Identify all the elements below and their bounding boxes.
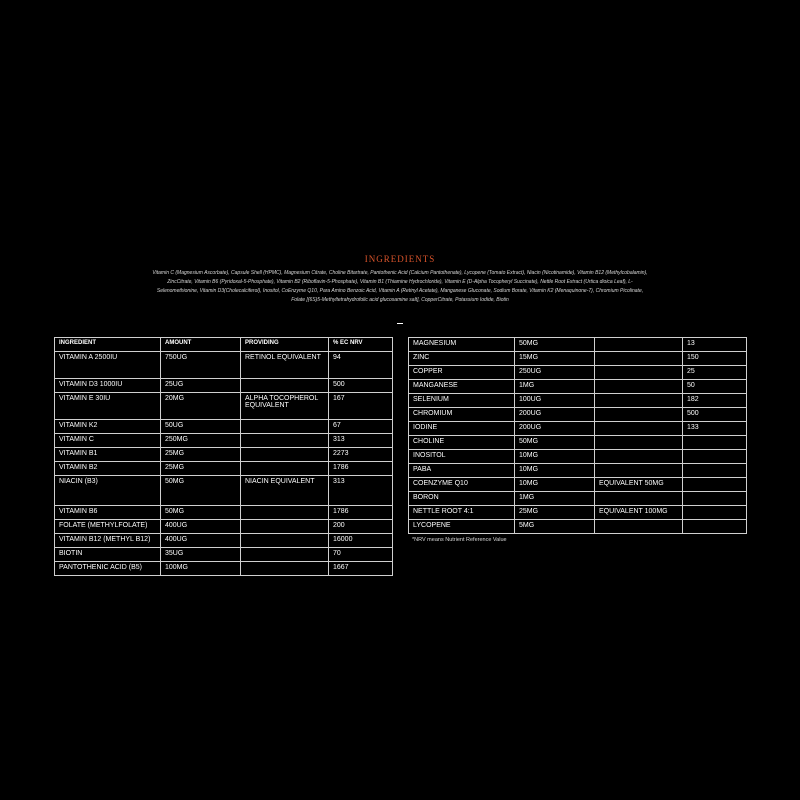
cell-providing — [595, 464, 683, 478]
table-row — [55, 534, 393, 548]
cell-providing — [241, 534, 329, 548]
table-row — [55, 352, 393, 379]
nutrition-table-right — [408, 337, 747, 534]
table-row — [409, 338, 747, 352]
cell-amount: 5MG — [515, 520, 595, 534]
cell-providing — [241, 548, 329, 562]
cell-amount: 25MG — [161, 448, 241, 462]
cell-amount: 250MG — [161, 434, 241, 448]
cell-amount: 50MG — [515, 338, 595, 352]
cell-nrv: 25 — [683, 366, 747, 380]
cell-ingredient: BIOTIN — [55, 548, 161, 562]
table-row — [409, 520, 747, 534]
cell-providing — [241, 379, 329, 393]
cell-ingredient: VITAMIN C — [55, 434, 161, 448]
cell-nrv: 1667 — [329, 562, 393, 576]
cell-providing — [241, 420, 329, 434]
cell-providing — [241, 520, 329, 534]
cell-ingredient: IODINE — [409, 422, 515, 436]
cell-nrv: 133 — [683, 422, 747, 436]
cell-nrv: 1786 — [329, 506, 393, 520]
header-nrv: % EC NRV — [329, 338, 393, 352]
cell-nrv: 313 — [329, 476, 393, 506]
cell-ingredient: NETTLE ROOT 4:1 — [409, 506, 515, 520]
cell-ingredient: VITAMIN B2 — [55, 462, 161, 476]
cell-nrv: 94 — [329, 352, 393, 379]
table-row — [55, 420, 393, 434]
cell-ingredient: FOLATE (METHYLFOLATE) — [55, 520, 161, 534]
cell-amount: 50UG — [161, 420, 241, 434]
table-row — [55, 462, 393, 476]
cell-nrv: 167 — [329, 393, 393, 420]
cell-amount: 400UG — [161, 534, 241, 548]
cell-amount: 100UG — [515, 394, 595, 408]
cell-nrv — [683, 520, 747, 534]
cell-amount: 250UG — [515, 366, 595, 380]
cell-ingredient: CHOLINE — [409, 436, 515, 450]
cell-nrv — [683, 492, 747, 506]
cell-ingredient: VITAMIN A 2500IU — [55, 352, 161, 379]
table-row — [409, 380, 747, 394]
cell-providing — [595, 408, 683, 422]
table-row — [409, 478, 747, 492]
table-row — [409, 464, 747, 478]
cell-nrv — [683, 506, 747, 520]
cell-amount: 50MG — [161, 476, 241, 506]
cell-providing — [241, 462, 329, 476]
table-row — [409, 422, 747, 436]
cell-nrv: 67 — [329, 420, 393, 434]
cell-ingredient: BORON — [409, 492, 515, 506]
cell-nrv: 16000 — [329, 534, 393, 548]
cell-providing — [595, 338, 683, 352]
cell-nrv: 182 — [683, 394, 747, 408]
header-providing: PROVIDING — [241, 338, 329, 352]
cell-ingredient: VITAMIN B1 — [55, 448, 161, 462]
header-ingredient: INGREDIENT — [55, 338, 161, 352]
ingredients-title: INGREDIENTS — [364, 254, 436, 264]
cell-amount: 1MG — [515, 492, 595, 506]
cell-providing: NIACIN EQUIVALENT — [241, 476, 329, 506]
cell-amount: 200UG — [515, 422, 595, 436]
table-row — [55, 562, 393, 576]
cell-providing — [241, 562, 329, 576]
cell-ingredient: COPPER — [409, 366, 515, 380]
cell-amount: 10MG — [515, 464, 595, 478]
cell-providing — [595, 450, 683, 464]
nutrition-table-left — [54, 337, 393, 576]
cell-amount: 20MG — [161, 393, 241, 420]
table-row — [55, 548, 393, 562]
cell-amount: 200UG — [515, 408, 595, 422]
cell-ingredient: CHROMIUM — [409, 408, 515, 422]
cell-providing: EQUIVALENT 50MG — [595, 478, 683, 492]
cell-ingredient: MAGNESIUM — [409, 338, 515, 352]
cell-nrv — [683, 450, 747, 464]
table-row — [55, 434, 393, 448]
cell-nrv: 200 — [329, 520, 393, 534]
cell-amount: 50MG — [161, 506, 241, 520]
cell-nrv: 150 — [683, 352, 747, 366]
cell-providing — [595, 352, 683, 366]
cell-providing — [241, 448, 329, 462]
cell-ingredient: VITAMIN K2 — [55, 420, 161, 434]
table-row — [409, 506, 747, 520]
cell-ingredient: PABA — [409, 464, 515, 478]
table-row — [409, 366, 747, 380]
cell-nrv — [683, 436, 747, 450]
cell-nrv — [683, 478, 747, 492]
cell-ingredient: SELENIUM — [409, 394, 515, 408]
cell-amount: 750UG — [161, 352, 241, 379]
cell-providing: ALPHA TOCOPHEROL EQUIVALENT — [241, 393, 329, 420]
cell-providing — [241, 506, 329, 520]
table-row — [409, 450, 747, 464]
cell-providing — [595, 520, 683, 534]
cell-nrv: 1786 — [329, 462, 393, 476]
table-row — [55, 476, 393, 506]
table-row — [55, 393, 393, 420]
cell-nrv — [683, 464, 747, 478]
table-row — [55, 448, 393, 462]
table-header-row — [55, 338, 393, 352]
cell-providing: RETINOL EQUIVALENT — [241, 352, 329, 379]
ingredients-list-text: Vitamin C (Magnesium Ascorbate), Capsule Shell (HPMC), Magnesium Citrate, Choline Bitartrate, Pantothenic Acid (Calcium Pantothenate), Lycopene (Tomato Extract), Niacin (Nicotinamide), Vitamin B12 (Methylcobalamin), ZincCitrate, Vitamin B6 (Pyridoxal-5-Phosphate), Vitamin B2 (Riboflavin-5-Phosphate), Vitamin B1 (Thiamine Hydrochloride), Vitamin E (D-Alpha Tocopheryl Succinate), Nettle Root Extract (Urtica dioica Leaf), L-Selenomethionine, Vitamin D3(Cholecalciferol), Inositol, CoEnzyme Q10, Para Amino Benzoic Acid, Vitamin A (Retinyl Acetate), Manganese Gluconate, Sodium Borate, Vitamin K2 (Menaquinone-7), Chromium Picolinate, Folate [(6S)5-Methyltetrahydrofolic acid glucosamine salt], CopperCitrate, Potassium Iodide, Biotin — [152, 270, 648, 303]
cell-amount: 25MG — [515, 506, 595, 520]
cell-amount: 400UG — [161, 520, 241, 534]
table-row — [55, 379, 393, 393]
cell-ingredient: MANGANESE — [409, 380, 515, 394]
cell-ingredient: VITAMIN B6 — [55, 506, 161, 520]
cell-nrv: 500 — [329, 379, 393, 393]
cell-ingredient: NIACIN (B3) — [55, 476, 161, 506]
cell-providing — [595, 394, 683, 408]
cell-providing: EQUIVALENT 100MG — [595, 506, 683, 520]
cell-amount: 100MG — [161, 562, 241, 576]
cell-nrv: 313 — [329, 434, 393, 448]
cell-ingredient: ZINC — [409, 352, 515, 366]
cell-ingredient: LYCOPENE — [409, 520, 515, 534]
table-row — [55, 520, 393, 534]
cell-ingredient: COENZYME Q10 — [409, 478, 515, 492]
cell-amount: 35UG — [161, 548, 241, 562]
cell-nrv: 2273 — [329, 448, 393, 462]
cell-providing — [595, 436, 683, 450]
table-row — [55, 506, 393, 520]
cell-amount: 15MG — [515, 352, 595, 366]
cell-amount: 1MG — [515, 380, 595, 394]
cell-amount: 50MG — [515, 436, 595, 450]
cell-ingredient: VITAMIN E 30IU — [55, 393, 161, 420]
cell-providing — [595, 492, 683, 506]
cell-amount: 25UG — [161, 379, 241, 393]
cell-providing — [595, 366, 683, 380]
table-row — [409, 492, 747, 506]
cell-nrv: 50 — [683, 380, 747, 394]
table-row — [409, 436, 747, 450]
cell-ingredient: VITAMIN B12 (METHYL B12) — [55, 534, 161, 548]
cell-nrv: 13 — [683, 338, 747, 352]
cell-amount: 10MG — [515, 478, 595, 492]
header-amount: AMOUNT — [161, 338, 241, 352]
cell-ingredient: PANTOTHENIC ACID (B5) — [55, 562, 161, 576]
cell-amount: 25MG — [161, 462, 241, 476]
cell-amount: 10MG — [515, 450, 595, 464]
cell-providing — [595, 422, 683, 436]
table-row — [409, 352, 747, 366]
cell-ingredient: VITAMIN D3 1000IU — [55, 379, 161, 393]
cell-providing — [595, 380, 683, 394]
cell-providing — [241, 434, 329, 448]
cell-nrv: 500 — [683, 408, 747, 422]
cell-nrv: 70 — [329, 548, 393, 562]
divider-dash — [397, 323, 403, 324]
table-row — [409, 394, 747, 408]
cell-ingredient: INOSITOL — [409, 450, 515, 464]
nrv-footnote: *NRV means Nutrient Reference Value — [412, 537, 507, 543]
table-row — [409, 408, 747, 422]
